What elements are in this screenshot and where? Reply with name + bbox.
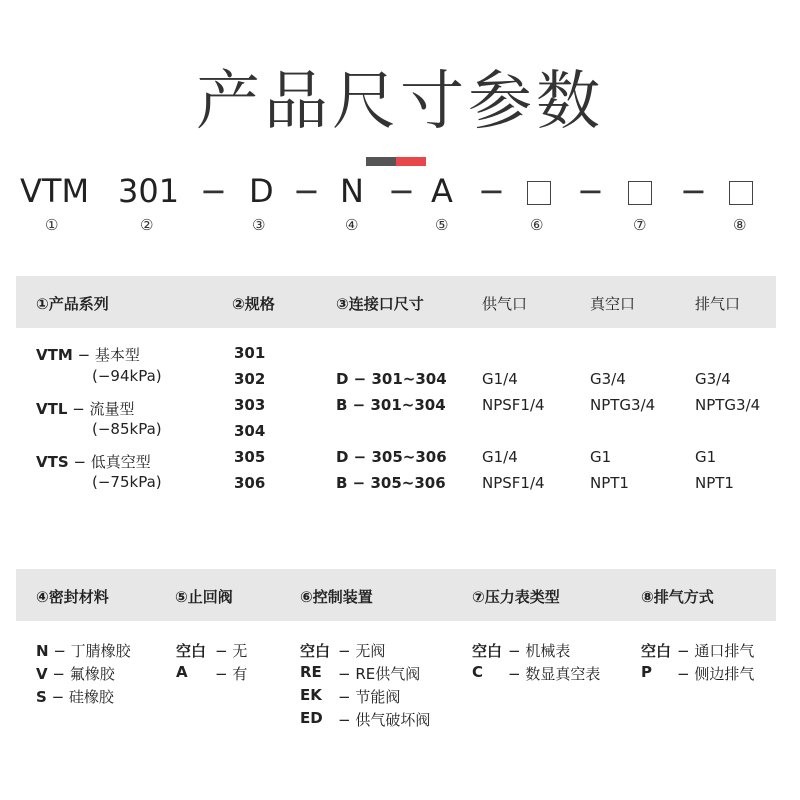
table1-header-exhaust: 排气口	[695, 295, 741, 313]
option-desc: − 机械表	[508, 642, 571, 660]
seal-option	[36, 686, 114, 707]
option-code: S	[36, 688, 47, 706]
connection-size: D − 305~306	[336, 448, 447, 466]
series-name: VTM	[36, 346, 73, 364]
code-gauge-box	[628, 181, 652, 205]
vacuum-port: G3/4	[590, 370, 626, 388]
option-code: C	[472, 663, 484, 681]
exhaust-port: G3/4	[695, 370, 731, 388]
connection-size: D − 301~304	[336, 370, 447, 388]
option-desc: − 节能阀	[338, 688, 401, 706]
vacuum-port: G1	[590, 448, 612, 466]
code-dash: −	[293, 172, 320, 210]
series-row	[36, 344, 140, 365]
code-number: ⑧	[733, 216, 747, 234]
supply-port: G1/4	[482, 370, 518, 388]
option-desc: − 侧边排气	[677, 665, 755, 683]
option-desc: − 通口排气	[677, 642, 755, 660]
code-number: ①	[45, 216, 59, 234]
accent-bar-dark	[366, 157, 396, 166]
spec-value: 302	[234, 370, 266, 388]
code-connection: D	[249, 172, 274, 210]
option-code: ED	[300, 709, 323, 727]
option-code: 空白	[641, 642, 672, 660]
table1-header-connection: ③连接口尺寸	[336, 295, 424, 313]
spec-value: 303	[234, 396, 266, 414]
code-number: ③	[252, 216, 266, 234]
supply-port: G1/4	[482, 448, 518, 466]
series-pressure: (−75kPa)	[92, 473, 162, 491]
code-check-valve: A	[431, 172, 453, 210]
code-number: ⑦	[633, 216, 647, 234]
option-code: N	[36, 642, 49, 660]
code-number: ⑥	[530, 216, 544, 234]
table2-header-check-valve: ⑤止回阀	[175, 588, 233, 606]
supply-port: NPSF1/4	[482, 396, 545, 414]
code-number: ④	[345, 216, 359, 234]
option-desc: − RE供气阀	[338, 665, 421, 683]
code-series: VTM	[20, 172, 90, 210]
spec-value: 306	[234, 474, 266, 492]
code-control-box	[527, 181, 551, 205]
code-spec: 301	[118, 172, 180, 210]
vacuum-port: NPTG3/4	[590, 396, 656, 414]
series-type: 基本型	[94, 346, 140, 364]
code-number: ⑤	[435, 216, 449, 234]
option-code: A	[176, 663, 188, 681]
option-desc: − 丁腈橡胶	[53, 642, 131, 660]
table2-header-exhaust: ⑧排气方式	[641, 588, 714, 606]
accent-bar-red	[396, 157, 426, 166]
option-code: P	[641, 663, 652, 681]
supply-port: NPSF1/4	[482, 474, 545, 492]
option-code: 空白	[300, 642, 331, 660]
code-dash: −	[200, 172, 227, 210]
option-code: V	[36, 665, 48, 683]
table1-header-spec: ②规格	[232, 295, 275, 313]
series-dash: −	[72, 400, 85, 418]
series-name: VTL	[36, 400, 68, 418]
option-desc: − 氟橡胶	[52, 665, 115, 683]
spec-value: 305	[234, 448, 266, 466]
connection-size: B − 301~304	[336, 396, 446, 414]
option-desc: − 有	[215, 665, 248, 683]
spec-value: 301	[234, 344, 266, 362]
option-code: RE	[300, 663, 322, 681]
option-desc: − 无	[215, 642, 248, 660]
code-dash: −	[388, 172, 415, 210]
exhaust-port: NPTG3/4	[695, 396, 761, 414]
table2-header-control: ⑥控制装置	[300, 588, 373, 606]
series-dash: −	[73, 453, 87, 471]
page-title: 产品尺寸参数	[196, 65, 604, 139]
option-desc: − 数显真空表	[508, 665, 601, 683]
code-dash: −	[478, 172, 505, 210]
vacuum-port: NPT1	[590, 474, 629, 492]
option-code: 空白	[176, 642, 207, 660]
code-dash: −	[680, 172, 707, 210]
table2-header-gauge: ⑦压力表类型	[472, 588, 560, 606]
code-number: ②	[140, 216, 154, 234]
series-row	[36, 398, 135, 419]
series-dash: −	[77, 346, 91, 364]
seal-option	[36, 640, 131, 661]
connection-size: B − 305~306	[336, 474, 446, 492]
spec-value: 304	[234, 422, 266, 440]
exhaust-port: G1	[695, 448, 717, 466]
option-desc: − 无阀	[338, 642, 386, 660]
option-desc: − 硅橡胶	[51, 688, 114, 706]
series-pressure: (−85kPa)	[92, 420, 162, 438]
option-desc: − 供气破坏阀	[338, 711, 431, 729]
option-code: EK	[300, 686, 322, 704]
series-name: VTS	[36, 453, 69, 471]
exhaust-port: NPT1	[695, 474, 734, 492]
table1-header-supply: 供气口	[482, 295, 528, 313]
series-type: 低真空型	[90, 453, 151, 471]
table2-header-seal: ④密封材料	[36, 588, 109, 606]
code-exhaust-box	[729, 181, 753, 205]
seal-option	[36, 663, 115, 684]
series-type: 流量型	[89, 400, 135, 418]
table1-header-series: ①产品系列	[36, 295, 109, 313]
series-row	[36, 451, 151, 472]
option-code: 空白	[472, 642, 503, 660]
series-pressure: (−94kPa)	[92, 367, 162, 385]
table1-header-vacuum: 真空口	[590, 295, 636, 313]
code-seal: N	[340, 172, 364, 210]
code-dash: −	[577, 172, 604, 210]
